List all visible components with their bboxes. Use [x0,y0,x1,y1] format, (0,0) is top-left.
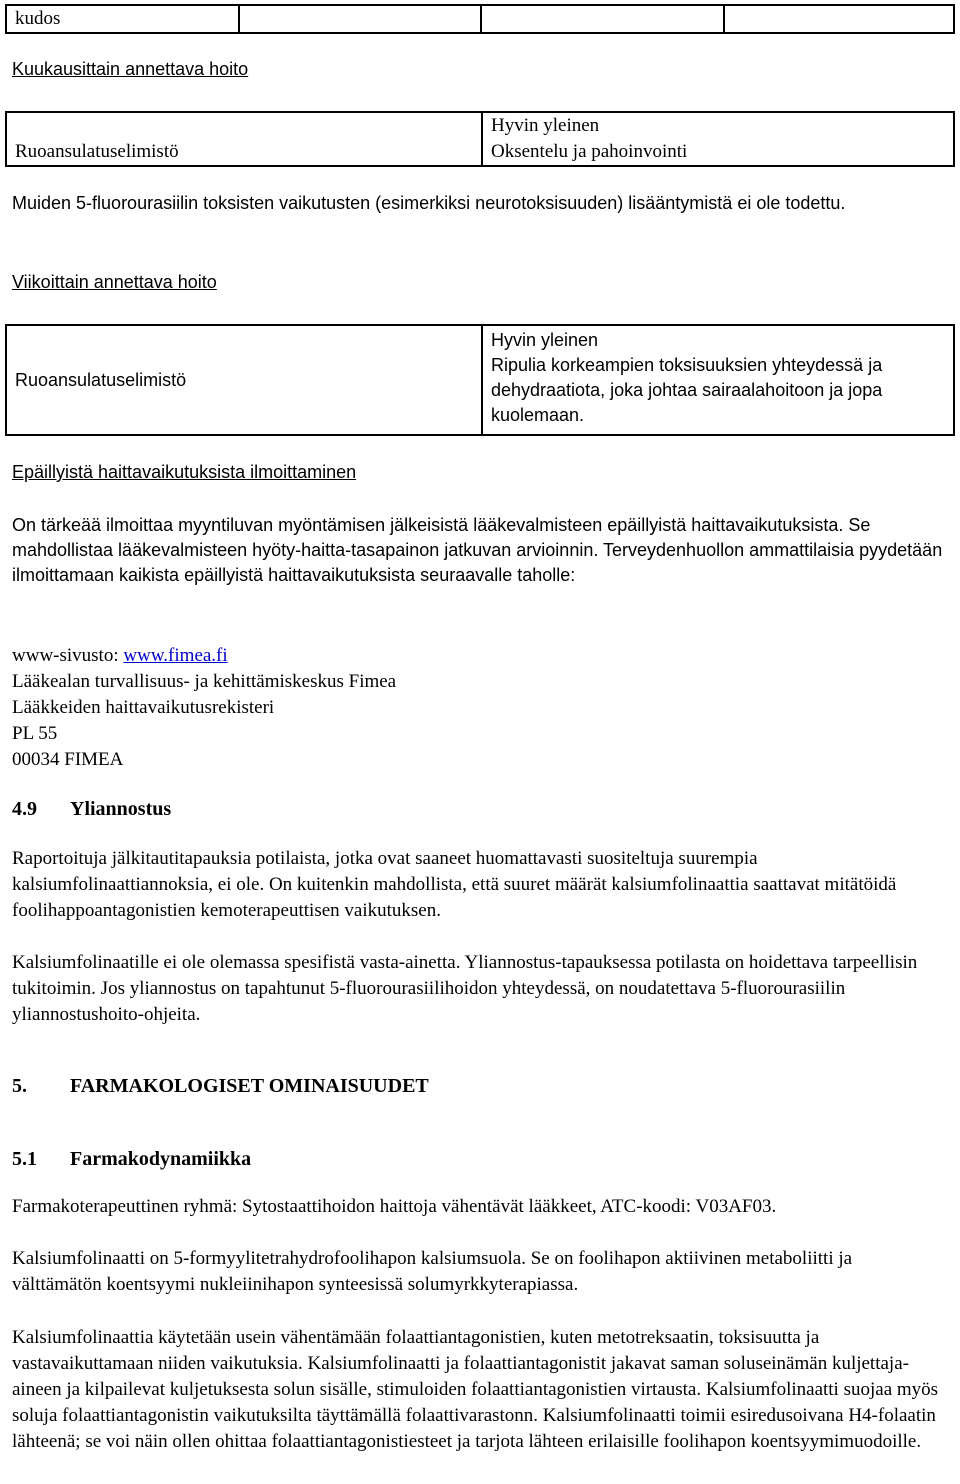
address-line: 00034 FIMEA [12,749,124,770]
top-table-cell [481,5,724,33]
weekly-organ: Ruoansulatuselimistö [6,325,482,435]
weekly-effect: Ripulia korkeampien toksisuuksien yhteydessä ja dehydraatiota, joka johtaa sairaalahoitoon ja jopa kuolemaan. [491,355,883,425]
weekly-frequency: Hyvin yleinen [491,330,599,350]
website-line [12,643,946,669]
section-number: 5.1 [12,1148,37,1170]
reporting-contact [12,643,946,773]
pharmacodynamics-paragraph-2: Kalsiumfolinaatti on 5-formyylitetrahydrofoolihapon kalsiumsuola. Se on foolihapon aktiivinen metaboliitti ja välttämätön koentsyymi nukleiinihapon synteesissä solumyrkkyterapiassa. [12,1248,853,1295]
monthly-heading: Kuukausittain annettava hoito [12,59,249,79]
top-table [5,4,955,34]
monthly-effect-cell [482,112,954,166]
section-5-heading [12,1075,946,1098]
website-label: www-sivusto: [12,645,124,666]
monthly-effect: Oksentelu ja pahoinvointi [491,141,688,162]
section-title: FARMAKOLOGISET OMINAISUUDET [70,1075,429,1097]
weekly-effect-cell [482,325,954,435]
top-table-cell [724,5,954,33]
pharmacodynamics-paragraph-1: Farmakoterapeuttinen ryhmä: Sytostaattihoidon haittoja vähentävät lääkkeet, ATC-koodi: V03AF03. [12,1196,777,1217]
reporting-heading: Epäillyistä haittavaikutuksista ilmoittaminen [12,462,357,482]
overdose-paragraph-2: Kalsiumfolinaatille ei ole olemassa spesifistä vasta-ainetta. Yliannostus-tapauksessa potilasta on hoidettava tarpeellisin tukitoimin. Jos yliannostus on tapahtunut 5-fluorourasiilihoidon yhteydessä, on noudatettava 5-fluorourasiilin yliannostushoito-ohjeita. [12,952,918,1025]
section-number: 5. [12,1075,27,1097]
weekly-table [5,324,955,436]
address-line: Lääkkeiden haittavaikutusrekisteri [12,697,275,718]
top-table-cell: kudos [6,5,239,33]
fimea-link[interactable]: www.fimea.fi [123,645,228,666]
top-table-cell [239,5,481,33]
section-4-9-heading [12,798,946,821]
pharmacodynamics-paragraph-3: Kalsiumfolinaattia käytetään usein vähentämään folaattiantagonistien, kuten metotreksaatin, toksisuutta ja vastavaikuttamaan niiden vaikutuksia. Kalsiumfolinaatti ja folaattiantagonistit jakavat saman soluseinämän kuljettaja-aineen ja kilpailevat kuljetuksesta solun sisälle, stimuloiden folaattiantagonistien virtausta. Kalsiumfolinaatti suojaa myös soluja folaattiantagonistin vaikutuksilta täyttämällä folaattivarastonn. Kalsiumfolinaatti toimii esiredusoivana H4-folaatin lähteenä; se voi näin ollen ohittaa folaattiantagonistiesteet ja tarjota lähteen erilaisille foolihapon koentsyymimuodoille. [12,1327,939,1452]
section-number: 4.9 [12,798,37,820]
section-title: Yliannostus [70,798,172,820]
address-line: PL 55 [12,723,58,744]
overdose-paragraph-1: Raportoituja jälkitautitapauksia potilaista, jotka ovat saaneet huomattavasti suositeltuja suurempia kalsiumfolinaattiannoksia, ei ole. On kuitenkin mahdollista, että suuret määrät kalsiumfolinaattia saattavat mitätöidä foolihappoantagonistien kemoterapeuttisen vaikutuksen. [12,848,897,921]
monthly-frequency: Hyvin yleinen [491,115,600,136]
weekly-heading: Viikoittain annettava hoito [12,272,217,292]
note-paragraph: Muiden 5-fluorourasiilin toksisten vaikutusten (esimerkiksi neurotoksisuuden) lisääntymistä ei ole todettu. [12,193,846,213]
monthly-table [5,111,955,167]
section-title: Farmakodynamiikka [70,1148,252,1170]
reporting-paragraph: On tärkeää ilmoittaa myyntiluvan myöntämisen jälkeisistä lääkevalmisteen epäillyistä haittavaikutuksista. Se mahdollistaa lääkevalmisteen hyöty-haitta-tasapainon jatkuvan arvioinnin. Terveydenhuollon ammattilaisia pyydetään ilmoittamaan kaikista epäillyistä haittavaikutuksista seuraavalle taholle: [12,515,943,585]
section-5-1-heading [12,1148,946,1171]
monthly-organ: Ruoansulatuselimistö [6,112,482,166]
address-line: Lääkealan turvallisuus- ja kehittämiskeskus Fimea [12,671,397,692]
